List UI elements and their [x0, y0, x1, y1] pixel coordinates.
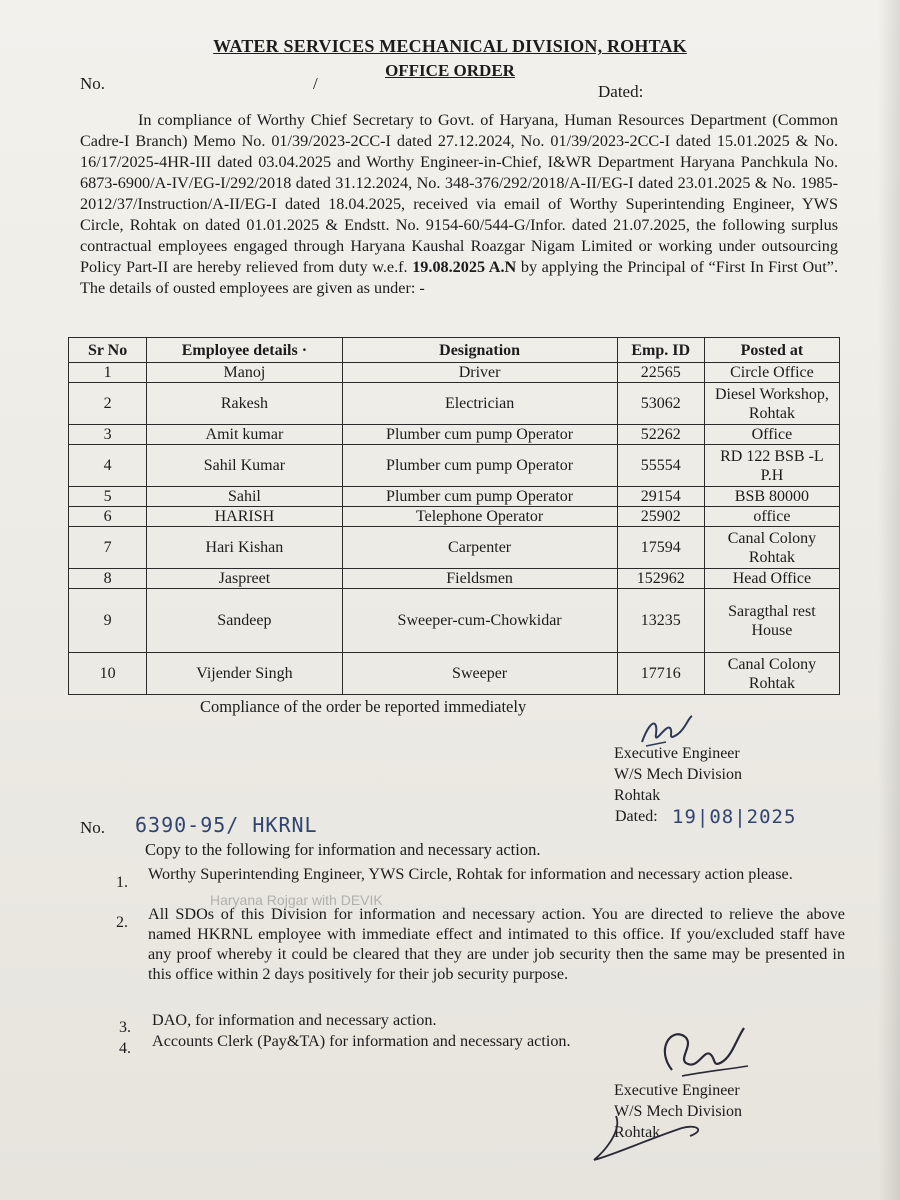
sr-no-cell: 5 — [69, 487, 147, 507]
relieve-date: 19.08.2025 A.N — [412, 258, 517, 276]
header-employee-details: Employee details · — [147, 338, 342, 363]
sr-no-cell: 3 — [69, 425, 147, 445]
table-row — [69, 425, 840, 445]
endorsement-date: 19|08|2025 — [672, 806, 797, 828]
compliance-note: Compliance of the order be reported immediately — [200, 697, 527, 716]
signatory-division: W/S Mech Division — [614, 766, 742, 783]
emp-id-cell: 29154 — [617, 487, 704, 507]
table-row — [69, 383, 840, 425]
table-body — [69, 363, 840, 695]
signature-2-flourish — [586, 1110, 726, 1175]
body-text: In compliance of Worthy Chief Secretary to Govt. of Haryana, Human Resources Department (Common Cadre-I Branch) Memo No. 01/39/2023-2CC-I dated 27.12.2024, No. 01/39/2023-2CC-I dated 15.01.2025 & No. 16/17/2025-4HR-III dated 03.04.2025 and Worthy Engineer-in-Chief, I&WR Department Haryana Panchkula No. 6873-6900/A-IV/EG-I/292/2018 dated 31.12.2024, No. 348-376/292/2018/A-II/EG-I dated 23.01.2025 & No. 1985-2012/37/Instruction/A-II/EG-I dated 18.04.2025, received via email of Worthy Superintending Engineer, YWS Circle, Rohtak on dated 01.01.2025 & Endstt. No. 9154-60/544-G/Infor. dated 21.07.2025, the following surplus contractual employees engaged through Haryana Kaushal Roazgar Nigam Limited or working under outsourcing Policy Part-II are hereby relieved from duty w.e.f. — [80, 111, 838, 276]
posted-at-cell: Office — [704, 425, 839, 445]
body-paragraph — [80, 110, 838, 299]
office-title: WATER SERVICES MECHANICAL DIVISION, ROHTAK — [213, 36, 687, 56]
signatory-division: W/S Mech Division — [614, 1103, 742, 1120]
employee-name-cell: Manoj — [147, 363, 342, 383]
sr-no-cell: 4 — [69, 445, 147, 487]
header-sr-no: Sr No — [69, 338, 147, 363]
designation-cell: Telephone Operator — [342, 507, 617, 527]
copy-item-3-number: 3. — [119, 1019, 131, 1036]
posted-at-cell: Circle Office — [704, 363, 839, 383]
header-designation: Designation — [342, 338, 617, 363]
copy-item-2-text: All SDOs of this Division for information and necessary action. You are directed to relieve the above named HKRNL employee with immediate effect and intimated to this office. If you/excluded staff have any proof whereby it could be cleared that they are under job security then the same may be presented in this office within 2 days positively for their job security purpose. — [148, 905, 845, 983]
employee-name-cell: Sahil Kumar — [147, 445, 342, 487]
endorsement-number-label: No. — [80, 818, 106, 837]
designation-cell: Driver — [342, 363, 617, 383]
posted-at-cell: Diesel Workshop, Rohtak — [704, 383, 839, 425]
emp-id-cell: 25902 — [617, 507, 704, 527]
emp-id-cell: 13235 — [617, 589, 704, 653]
signatory-designation: Executive Engineer — [614, 1082, 740, 1099]
copy-item-1-text: Worthy Superintending Engineer, YWS Circle, Rohtak for information and necessary action please. — [148, 865, 793, 883]
posted-at-cell: office — [704, 507, 839, 527]
emp-id-cell: 52262 — [617, 425, 704, 445]
sr-no-cell: 7 — [69, 527, 147, 569]
emp-id-cell: 152962 — [617, 569, 704, 589]
employee-name-cell: Vijender Singh — [147, 653, 342, 695]
watermark: Haryana Rojgar with DEVIK — [210, 892, 383, 908]
copy-item-4-text: Accounts Clerk (Pay&TA) for information and necessary action. — [152, 1032, 571, 1050]
posted-at-cell: BSB 80000 — [704, 487, 839, 507]
order-number-slash: / — [313, 74, 318, 93]
emp-id-cell: 53062 — [617, 383, 704, 425]
posted-at-cell: Canal Colony Rohtak — [704, 653, 839, 695]
signatory-designation: Executive Engineer — [614, 745, 740, 762]
endorsement-number: 6390-95/ HKRNL — [135, 813, 318, 837]
designation-cell: Sweeper — [342, 653, 617, 695]
table-row — [69, 363, 840, 383]
body-text-end: by applying the Principal of “First In First Out”. The details of ousted employees are given as under: - — [80, 258, 838, 297]
header-posted-at: Posted at — [704, 338, 839, 363]
sr-no-cell: 6 — [69, 507, 147, 527]
emp-id-cell: 55554 — [617, 445, 704, 487]
order-dated-label: Dated: — [598, 82, 644, 101]
sr-no-cell: 10 — [69, 653, 147, 695]
copy-item-3-text: DAO, for information and necessary action. — [152, 1011, 437, 1029]
endorsement-dated-label: Dated: — [615, 808, 658, 825]
employee-name-cell: Amit kumar — [147, 425, 342, 445]
signatory-location: Rohtak — [614, 1124, 661, 1141]
employee-name-cell: Jaspreet — [147, 569, 342, 589]
employee-name-cell: Sahil — [147, 487, 342, 507]
posted-at-cell: RD 122 BSB -L P.H — [704, 445, 839, 487]
designation-cell: Fieldsmen — [342, 569, 617, 589]
copy-item-1-number: 1. — [116, 874, 128, 891]
table-row — [69, 527, 840, 569]
order-heading: OFFICE ORDER — [385, 61, 515, 80]
header-emp-id: Emp. ID — [617, 338, 704, 363]
table-row — [69, 507, 840, 527]
designation-cell: Plumber cum pump Operator — [342, 425, 617, 445]
employee-name-cell: Hari Kishan — [147, 527, 342, 569]
table-row — [69, 445, 840, 487]
signatory-location: Rohtak — [614, 787, 661, 804]
emp-id-cell: 17716 — [617, 653, 704, 695]
table-row — [69, 653, 840, 695]
employee-name-cell: HARISH — [147, 507, 342, 527]
signature-block-1 — [614, 743, 742, 806]
designation-cell: Plumber cum pump Operator — [342, 487, 617, 507]
sr-no-cell: 8 — [69, 569, 147, 589]
copy-item-2-number: 2. — [116, 914, 128, 931]
order-number-label: No. — [80, 74, 106, 93]
table-row — [69, 589, 840, 653]
sr-no-cell: 1 — [69, 363, 147, 383]
sr-no-cell: 2 — [69, 383, 147, 425]
designation-cell: Carpenter — [342, 527, 617, 569]
designation-cell: Sweeper-cum-Chowkidar — [342, 589, 617, 653]
table-row — [69, 487, 840, 507]
copy-item-4-number: 4. — [119, 1040, 131, 1057]
table-header-row — [69, 338, 840, 363]
employee-table — [68, 337, 840, 695]
emp-id-cell: 17594 — [617, 527, 704, 569]
emp-id-cell: 22565 — [617, 363, 704, 383]
designation-cell: Electrician — [342, 383, 617, 425]
posted-at-cell: Head Office — [704, 569, 839, 589]
employee-name-cell: Rakesh — [147, 383, 342, 425]
designation-cell: Plumber cum pump Operator — [342, 445, 617, 487]
employee-name-cell: Sandeep — [147, 589, 342, 653]
copy-intro: Copy to the following for information and necessary action. — [145, 840, 541, 859]
sr-no-cell: 9 — [69, 589, 147, 653]
table-row — [69, 569, 840, 589]
posted-at-cell: Canal Colony Rohtak — [704, 527, 839, 569]
posted-at-cell: Saragthal rest House — [704, 589, 839, 653]
